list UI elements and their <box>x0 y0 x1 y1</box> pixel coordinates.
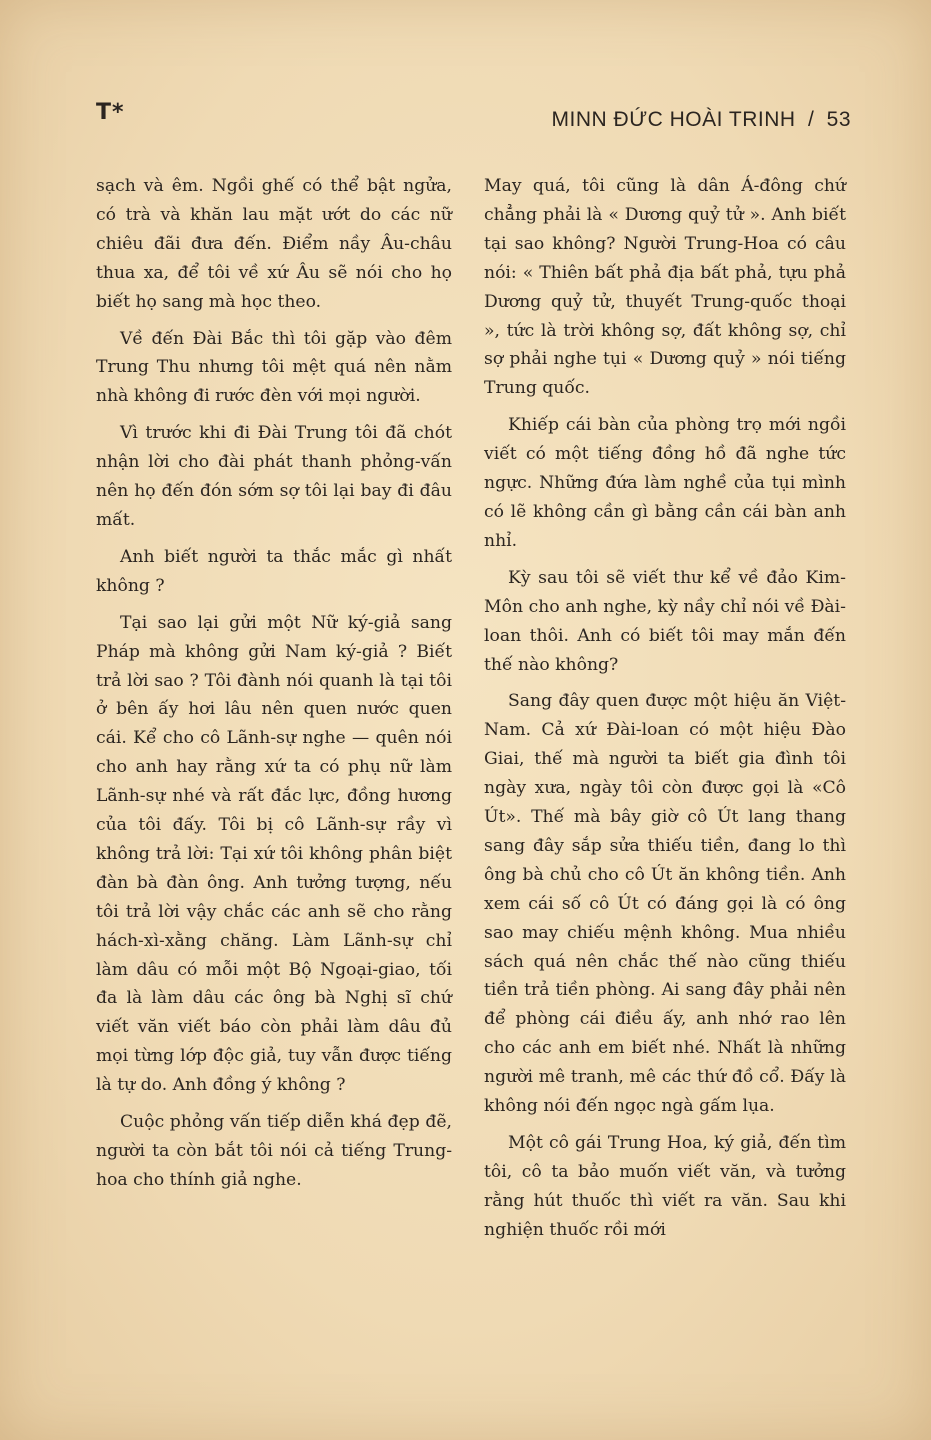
paragraph: Sang đây quen được một hiệu ăn Việt-Nam. Cả xứ Đài-loan có một hiệu Đào Giai, thế mà người ta biết gia đình tôi ngày xưa, ngày tôi còn được gọi là «Cô Út». Thế mà bây giờ cô Út lang thang sang đây sắp sửa thiếu tiền, đang lo thì ông bà chủ cho cô Út ăn không tiền. Anh xem cái số cô Út có đáng gọi là có ông sao may chiếu mệnh không. Mua nhiều sách quá nên chắc thế nào cũng thiếu tiền trả tiền phòng. Ai sang đây phải nên để phòng cái điều ấy, anh nhớ rao lên cho các anh em biết nhé. Nhất là những người mê tranh, mê các thứ đồ cổ. Đấy là không nói đến ngọc ngà gấm lụa. <box>484 691 846 1117</box>
paragraph: May quá, tôi cũng là dân Á-đông chứ chẳng phải là « Dương quỷ tử ». Anh biết tại sao không? Người Trung-Hoa có câu nói: « Thiên bất phả địa bất phả, tựu phả Dương quỷ tử, thuyết Trung-quốc thoại », tức là trời không sợ, đất không sợ, chỉ sợ phải nghe tụi « Dương quỷ » nói tiếng Trung quốc. <box>484 176 846 399</box>
section-mark: T* <box>96 100 125 125</box>
paragraph: sạch và êm. Ngồi ghế có thể bật ngửa, có trà và khăn lau mặt ướt do các nữ chiêu đãi đưa đến. Điểm nầy Âu-châu thua xa, để tôi về xứ Âu sẽ nói cho họ biết họ sang mà học theo. <box>96 176 452 312</box>
paragraph: Khiếp cái bàn của phòng trọ mới ngồi viết có một tiếng đồng hồ đã nghe tức ngực. Những đứa làm nghề của tụi mình có lẽ không cần gì bằng cần cái bàn anh nhỉ. <box>484 415 846 551</box>
page-number: 53 <box>826 108 851 131</box>
right-text-column <box>484 172 846 1253</box>
paragraph: Về đến Đài Bắc thì tôi gặp vào đêm Trung Thu nhưng tôi mệt quá nên nằm nhà không đi rước đèn với mọi người. <box>96 328 452 407</box>
paragraph: Vì trước khi đi Đài Trung tôi đã chót nhận lời cho đài phát thanh phỏng-vấn nên họ đến đón sớm sợ tôi lại bay đi đâu mất. <box>96 423 452 530</box>
author-name: MINN ĐỨC HOÀI TRINH <box>551 108 796 131</box>
left-text-column <box>96 172 452 1203</box>
paragraph: Tại sao lại gửi một Nữ ký-giả sang Pháp mà không gửi Nam ký-giả ? Biết trả lời sao ? Tôi đành nói quanh là tại tôi ở bên ấy hơi lâu nên quen nước quen cái. Kể cho cô Lãnh-sự nghe — quên nói cho anh hay rằng xứ ta có phụ nữ làm Lãnh-sự nhé và rất đắc lực, đồng hương của tôi đấy. Tôi bị cô Lãnh-sự rầy vì không trả lời: Tại xứ tôi không phân biệt đàn bà đàn ông. Anh tưởng tượng, nếu tôi trả lời vậy chắc các anh sẽ cho rằng hách-xì-xằng chăng. Làm Lãnh-sự chỉ làm dâu có mỗi một Bộ Ngoại-giao, tối đa là làm dâu các ông bà Nghị sĩ chứ viết văn viết báo còn phải làm dâu đủ mọi từng lớp độc giả, tuy vẫn được tiếng là tự do. Anh đồng ý không ? <box>96 612 452 1096</box>
paragraph: Anh biết người ta thắc mắc gì nhất không ? <box>96 546 452 596</box>
paragraph: Một cô gái Trung Hoa, ký giả, đến tìm tôi, cô ta bảo muốn viết văn, và tưởng rằng hút thuốc thì viết ra văn. Sau khi nghiện thuốc rồi mới <box>484 1133 846 1240</box>
paragraph: Kỳ sau tôi sẽ viết thư kể về đảo Kim-Môn cho anh nghe, kỳ nầy chỉ nói về Đài-loan thôi. Anh có biết tôi may mắn đến thế nào không? <box>484 567 846 675</box>
header-separator: / <box>807 108 815 131</box>
running-header <box>552 108 851 132</box>
paragraph: Cuộc phỏng vấn tiếp diễn khá đẹp đẽ, người ta còn bắt tôi nói cả tiếng Trung-hoa cho thính giả nghe. <box>96 1112 452 1190</box>
